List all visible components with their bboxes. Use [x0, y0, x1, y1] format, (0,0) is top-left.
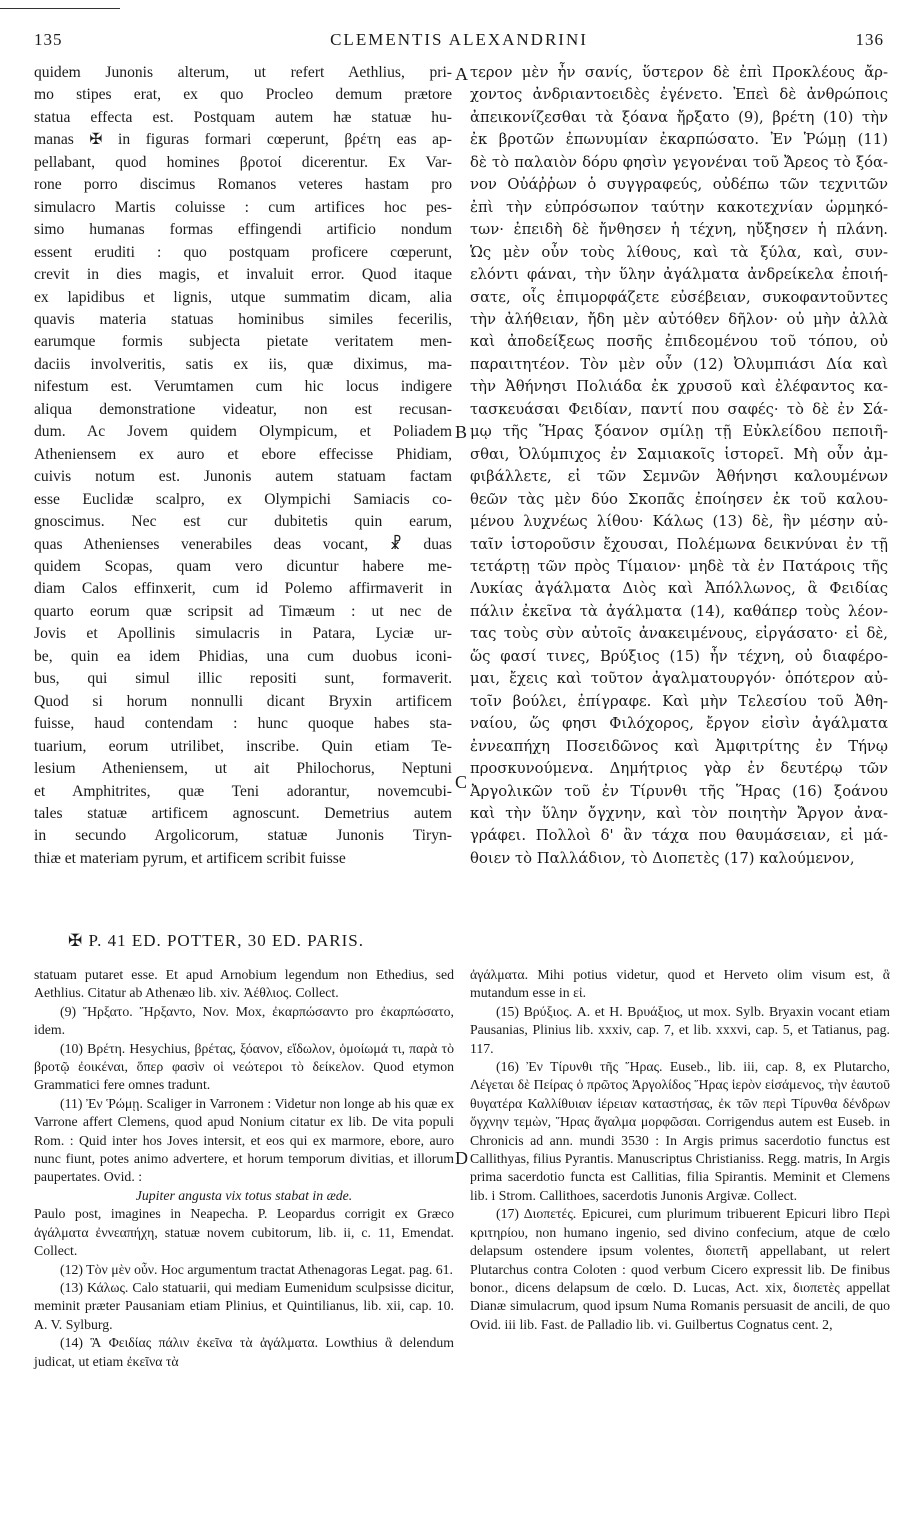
text-line: ex lapidibus et lignis, utque summatim dicam, alia	[34, 288, 452, 306]
text-line: mo stipes erat, ex quo Procleo demum prætore	[34, 86, 452, 104]
text-line: crevit in dies magis, et invaluit error. Quod itaque	[34, 266, 452, 284]
footnote: (15) Βρύξιος. A. et H. Βρυάξιος, ut mox. Sylb. Bryaxin vocant etiam Pausanias, Plinius lib. xxxiv, cap. 7, et lib. xxxvi, cap. 5, et Tatianus, pag. 117.	[470, 1003, 890, 1056]
page-header	[34, 30, 884, 54]
text-line: ἐκ βροτῶν ἐπωνυμίαν ἐκαρπώσατο. Ἐν Ῥώμῃ (11)	[470, 131, 888, 149]
text-line: ελόντι φάναι, τὴν ὕλην ἀγάλματα ἀνδρείκελα ἐποιή-	[470, 266, 888, 284]
text-line: thiæ et materiam pyrum, et artificem scribit fuisse	[34, 849, 346, 867]
text-line: ἐννεαπήχη Ποσειδῶνος καὶ Ἀμφιτρίτης ἐν Τήνῳ	[470, 737, 888, 755]
margin-letter-c: C	[455, 772, 468, 792]
text-line: νον Οὐάῤῥων ὁ συγγραφεύς, οὐδέπω τῶν τεχνιτῶν	[470, 176, 888, 194]
text-line: σατε, οἷς ἐπιμορφάζετε εὐσέβειαν, συκοφαντοῦντες	[470, 288, 888, 306]
text-line: statua effecta est. Postquam autem hæ statuæ hu-	[34, 108, 452, 126]
text-line: gnoscimus. Nec est cur dubitetis quin earum,	[34, 513, 452, 531]
text-line: lesium Atheniensem, ut ait Philochorus, Neptuni	[34, 760, 452, 778]
text-line: simulacro Martis coluisse : cum artifices hoc pes-	[34, 198, 452, 216]
text-line: μαι, ἔχεις καὶ τοῦτον ἀγαλματουργόν· ὁπότερον αὐ-	[470, 670, 888, 688]
footnote: (11) Ἐν Ῥώμῃ. Scaliger in Varronem : Videtur non longe ab his quæ ex Varrone affert Clemens, quod apud Nonium citatur ex lib. De vita populi Rom. : Quid inter hos Joves intersit, et eos qui ex marmore, ebore, auro nunc fiunt, potes animo advertere, et horum temporum divitias, et illorum paupertates. Ovid. :	[34, 1095, 454, 1185]
text-line: τὴν Ἀθήνησι Πολιάδα ἐκ χρυσοῦ καὶ ἐλέφαντος κα-	[470, 378, 888, 396]
footnote: (12) Τὸν μὲν οὖν. Hoc argumentum tractat Athenagoras Legat. pag. 61.	[60, 1261, 454, 1277]
text-line: φιβάλλετε, εἰ τῶν Σεμνῶν Ἀθήνησι καλουμένων	[470, 468, 888, 486]
text-line: καὶ τὴν ὕλην ὄγχνην, καὶ τὸν ποιητὴν Ἄργον ἀνα-	[470, 804, 888, 822]
footnote: statuam putaret esse. Et apud Arnobium legendum non Ethedius, sed Aethlius. Citatur ab Athenæo lib. xiv. Ἀέθλιος. Collect.	[34, 967, 454, 1001]
footnote: (9) Ἤρξατο. Ἤρξαντο, Nov. Mox, ἐκαρπώσαντο pro ἐκαρπώσατο, idem.	[34, 1003, 454, 1038]
text-line: πάλιν ἐκεῖνα τὰ ἀγάλματα (14), καθάπερ τοὺς λέον-	[470, 602, 888, 620]
text-line: nifestum est. Verumtamen cum hic locus indigere	[34, 378, 452, 396]
text-line: δὲ τὸ παλαιὸν δόρυ φησὶν γεγονέναι τοῦ Ἄρεος τὸ ξόα-	[470, 153, 888, 171]
footnote: (10) Βρέτη. Hesychius, βρέτας, ξόανον, εἴδωλον, ὁμοίωμά τι, παρὰ τὸ βροτῷ ἐοικέναι, ὅπερ φασὶν οἱ νεώτεροι τὸ δείκελον. Quod etymon Grammatici fere omnes tradunt.	[34, 1040, 454, 1093]
margin-letter-a: A	[455, 64, 468, 84]
text-line: μῳ τῆς Ἥρας ξόανον σμίλῃ τῇ Εὐκλείδου πεποιῆ-	[470, 423, 888, 441]
text-line: quavis materia statuas hominibus similes fecerilis,	[34, 310, 452, 328]
text-line: προσκυνούμενα. Δημήτριος γὰρ ἐν δευτέρῳ τῶν	[470, 760, 888, 778]
text-line: χοντος ἀνδριαντοειδὲς ἐγένετο. Ἐπεὶ δὲ ἀνθρώποις	[470, 86, 888, 104]
text-line: τερον μὲν ἦν σανίς, ὕστερον δὲ ἐπὶ Προκλέους ἄρ-	[470, 64, 888, 81]
margin-letter-b: B	[455, 422, 468, 442]
footnotes-left-column	[34, 966, 454, 1371]
text-line: rone porro discimus Romanos veteres hastam pro	[34, 176, 452, 194]
text-line: τας τοὺς σὺν αὐτοῖς ἀνακειμένους, εἰργάσατο· εἰ δὲ,	[470, 625, 888, 643]
text-line: τὴν ἀλήθειαν, ἤδη μὲν αὐτόθεν δῆλον· οὐ μὴν ἀλλὰ	[470, 310, 888, 328]
footnotes-right-column	[470, 966, 890, 1334]
footnote: (13) Κάλως. Calo statuarii, qui mediam Eumenidum sculpsisse dicitur, meminit præter Pausaniam etiam Plinius, et Quintilianus, lib. xii, cap. 10. A. V. Sylburg.	[34, 1279, 454, 1332]
text-line: dum. Ac Jovem quidem Olympicum, et Poliadem	[34, 423, 452, 441]
text-line: aliqua demonstratione videatur, non est recusan-	[34, 400, 452, 418]
text-line: et Amphitrites, quæ Teni adorantur, novemcubi-	[34, 782, 452, 800]
text-line: diam Calos effinxerit, cum id Polemo affirmaverit in	[34, 580, 452, 598]
text-line: in secundo Argolicorum, statuæ Junonis Tiryn-	[34, 827, 452, 845]
text-line: παραιτητέον. Τὸν μὲν οὖν (12) Ὀλυμπιάσι Δία καὶ	[470, 355, 888, 373]
page-number-right: 136	[855, 30, 884, 49]
text-line: Ἀργολικῶν τοῦ ἐν Τίρυνθι τῆς Ἥρας (16) ξοάνου	[470, 782, 888, 800]
text-line: των· ἐπειδὴ δὲ ἤνθησεν ἡ τέχνη, ηὔξησεν ἡ πλάνη.	[470, 221, 888, 239]
greek-text-column	[470, 62, 888, 870]
page-number-left: 135	[34, 30, 63, 49]
text-line: be, quin ea idem Phidias, una cum duobus iconi-	[34, 647, 452, 665]
margin-letter-d: D	[455, 1148, 468, 1168]
footnote: ἀγάλματα. Mihi potius videtur, quod et Herveto olim visum est, ἃ mutandum esse in εἰ.	[470, 967, 890, 1001]
text-line: Ὡς μὲν οὖν τοὺς λίθους, καὶ τὰ ξύλα, καὶ, συν-	[470, 243, 888, 261]
text-line: τετάρτῃ τῶν πρὸς Τίμαιον· μηδὲ τὰ ἐν Πατάροις τῆς	[470, 557, 888, 575]
text-line: manas ✠ in figuras formari cœperunt, βρέτη eas ap-	[34, 131, 452, 149]
text-line: Jovis et Apollinis simulacris in Patara, Lyciæ ur-	[34, 625, 452, 643]
text-line: quarto eorum quæ scripsit ad Timæum : ut nec de	[34, 602, 452, 620]
text-line: essent eruditi : quo postquam proficere cœperunt,	[34, 243, 452, 261]
text-line: ἀπεικονίζεσθαι τὰ ξόανα ἤρξατο (9), βρέτη (10) τὴν	[470, 108, 888, 126]
text-line: Quod si horum nonnulli dicant Bryxin artificem	[34, 692, 452, 710]
text-line: ἐπὶ τὴν εὐπρόσωπον ταύτην κακοτεχνίαν ὡρμηκό-	[470, 198, 888, 216]
text-line: ναίου, ὥς φησι Φιλόχορος, ἔργον εἰσὶν ἀγάλματα	[470, 715, 888, 733]
text-line: τοῖν βούλει, ἐπίγραφε. Καὶ μὴν Τελεσίου τοῦ Ἀθη-	[470, 692, 888, 710]
edition-reference: ✠ P. 41 ED. POTTER, 30 ED. PARIS.	[68, 931, 364, 950]
text-line: σθαι, Ὀλύμπιχος ἐν Σαμιακοῖς ἱστορεῖ. Μὴ οὖν ἀμ-	[470, 445, 888, 463]
text-line: quas Athenienses venerabiles deas vocant, ☧ duas	[34, 535, 452, 553]
text-line: tuarium, eorum utrilibet, inscribe. Quin etiam Te-	[34, 737, 452, 755]
text-line: quidem Scopas, quam vero dicuntur habere me-	[34, 557, 452, 575]
text-line: Λυκίας ἀγάλματα Διὸς καὶ Ἀπόλλωνος, ἃ Φειδίας	[470, 580, 888, 598]
footnote: Jupiter angusta vix totus stabat in æde.	[135, 1187, 353, 1203]
text-line: θοιεν τὸ Παλλάδιον, τὸ Διοπετὲς (17) καλούμενον,	[470, 849, 855, 867]
text-line: pellabant, quod homines βροτοί dicerentur. Ex Var-	[34, 153, 452, 171]
text-line: simo humanas formas effingendi artificio nondum	[34, 221, 452, 239]
latin-text-column	[34, 62, 452, 870]
text-line: καὶ ἀποδείξεως ποσῆς ἐπιδεομένου τοῦ τόπου, οὐ	[470, 333, 888, 351]
text-line: γράφει. Πολλοὶ δ' ἂν τάχα που θαυμάσειαν, εἰ μά-	[470, 827, 888, 845]
text-line: esse Euclidæ scalpro, ex Olympichi Samiacis co-	[34, 490, 452, 508]
footnote: Paulo post, imagines in Neapecha. P. Leopardus corrigit ex Græco ἀγάλματα ἐννεαπήχη, statuæ novem cubitorum, lib. ii, c. 11, Emendat. Collect.	[34, 1206, 454, 1259]
text-line: daciis involveritis, satis ex iis, quæ diximus, ma-	[34, 355, 452, 373]
text-line: τασκευάσαι Φειδίαν, παντί που σαφές· τὸ δὲ ἐν Σά-	[470, 400, 888, 418]
footnote: (14) Ἃ Φειδίας πάλιν ἐκεῖνα τὰ ἀγάλματα. Lowthius ἃ delendum judicat, ut etiam ἐκεῖνα τὰ	[34, 1335, 454, 1369]
top-rule	[0, 8, 120, 9]
text-line: θεῶν τὰς μὲν δύο Σκοπᾶς ἐποίησεν ἐκ τοῦ καλου-	[470, 490, 888, 508]
footnote: (16) Ἐν Τίρυνθι τῆς Ἥρας. Euseb., lib. iii, cap. 8, ex Plutarcho, Λέγεται δὲ Πείρας ὁ πρῶτος Ἀργολίδος Ἥρας ἱερὸν εἱσάμενος, τὴν ἑαυτοῦ θυγατέρα Καλλίθυιαν ἱέρειαν καταστήσας, ἐκ τῶν περὶ Τίρυνθα δένδρων ὄγχνην τεμὼν, Ἥρας ἄγαλμα μορφῶσαι. Corrigendus autem est Euseb. in Chronicis ad ann. mundi 3530 : In Argis primus sacerdotio functus est Callithyas, filius Pyrantis. Manuscriptus Christianiss. Regg. matris, In Argis prima sacerdotio functa est Callitias, filia Spirantis. Meminit et Clemens lib. i Strom. Callithoes, sacerdotis Junonis Argivæ. Collect.	[470, 1059, 890, 1203]
text-line: quidem Junonis alterum, ut refert Aethlius, pri-	[34, 64, 452, 81]
text-line: bus, qui simul illic repositi sunt, formaverit.	[34, 670, 452, 688]
text-line: tales statuæ artificem agnoscunt. Demetrius autem	[34, 804, 452, 822]
text-line: Atheniensem ex auro et ebore effecisse Phidiam,	[34, 445, 452, 463]
text-line: fuisse, haud contendam : hunc quoque habes sta-	[34, 715, 452, 733]
text-line: μένου λυχνέως λίθου· Κάλως (13) δὲ, ἣν μέσην αὐ-	[470, 513, 888, 531]
running-title: CLEMENTIS ALEXANDRINI	[330, 30, 588, 49]
footnote: (17) Διοπετές. Epicurei, cum plurimum tribuerent Epicuri libro Περὶ κριτηρίου, non humano ingenio, sed divino confecium, atque de cœlo delapsum ostendere ipsum volentes, διοπετῆ appellabant, ut relert Plutarchus contra Coloten : quod verbum Cicero expressit lib. De finibus bonor., dicens delapsum de cœlo. D. Lucas, Act. xix, διοπετὲς appellat Dianæ simulacrum, quod ipsum Numa Romanis persuasit de ancili, de quo Ovid. iii lib. Fast. de Palladio lib. vi. Guilbertus Cognatus cent. 2,	[470, 1206, 890, 1332]
text-line: earumque formis subjecta pietate veritatem men-	[34, 333, 452, 351]
text-line: cuivis notum est. Junonis autem statuam factam	[34, 468, 452, 486]
text-line: ὥς φασί τινες, Βρύξιος (15) ἦν τέχνη, οὐ διαφέρο-	[470, 647, 888, 665]
text-line: ταῖν ἱστοροῦσιν ἔχουσαι, Πολέμωνα δεικνύναι ἐν τῇ	[470, 535, 888, 553]
